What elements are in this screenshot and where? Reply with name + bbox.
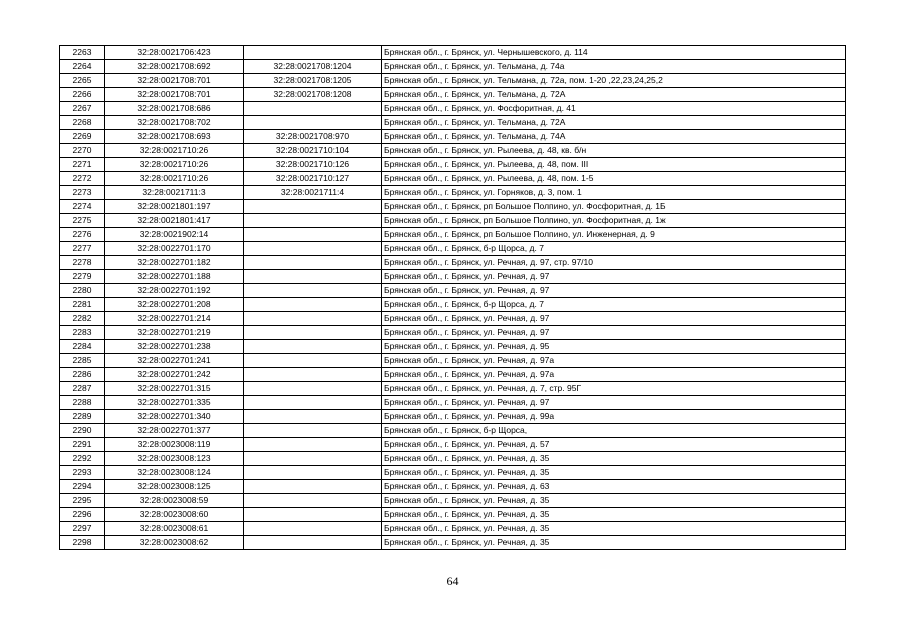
table-row	[60, 466, 846, 480]
row-number-cell: 2271	[60, 158, 105, 172]
row-number-cell: 2277	[60, 242, 105, 256]
row-number-cell: 2282	[60, 312, 105, 326]
table-row	[60, 186, 846, 200]
cadastral-number-cell: 32:28:0021801:417	[105, 214, 244, 228]
cadastral-number-cell: 32:28:0022701:377	[105, 424, 244, 438]
linked-cadastral-number-cell	[244, 214, 382, 228]
row-number-cell: 2292	[60, 452, 105, 466]
cadastral-number-cell: 32:28:0021711:3	[105, 186, 244, 200]
address-cell: Брянская обл., г. Брянск, ул. Речная, д. 63	[382, 480, 846, 494]
table-row	[60, 536, 846, 550]
row-number-cell: 2275	[60, 214, 105, 228]
row-number-cell: 2286	[60, 368, 105, 382]
property-table	[59, 45, 846, 550]
row-number-cell: 2298	[60, 536, 105, 550]
address-cell: Брянская обл., г. Брянск, ул. Речная, д. 35	[382, 536, 846, 550]
table-row	[60, 102, 846, 116]
linked-cadastral-number-cell: 32:28:0021710:104	[244, 144, 382, 158]
cadastral-number-cell: 32:28:0021708:702	[105, 116, 244, 130]
linked-cadastral-number-cell	[244, 424, 382, 438]
table-row	[60, 480, 846, 494]
table-row	[60, 494, 846, 508]
linked-cadastral-number-cell	[244, 102, 382, 116]
address-cell: Брянская обл., г. Брянск, рп Большое Полпино, ул. Инженерная, д. 9	[382, 228, 846, 242]
cadastral-number-cell: 32:28:0022701:238	[105, 340, 244, 354]
cadastral-number-cell: 32:28:0021708:692	[105, 60, 244, 74]
cadastral-number-cell: 32:28:0022701:208	[105, 298, 244, 312]
cadastral-number-cell: 32:28:0023008:125	[105, 480, 244, 494]
linked-cadastral-number-cell	[244, 228, 382, 242]
cadastral-number-cell: 32:28:0022701:241	[105, 354, 244, 368]
address-cell: Брянская обл., г. Брянск, ул. Речная, д. 97	[382, 312, 846, 326]
address-cell: Брянская обл., г. Брянск, ул. Речная, д. 35	[382, 452, 846, 466]
table-row	[60, 452, 846, 466]
row-number-cell: 2291	[60, 438, 105, 452]
address-cell: Брянская обл., г. Брянск, ул. Речная, д. 35	[382, 466, 846, 480]
address-cell: Брянская обл., г. Брянск, ул. Речная, д. 95	[382, 340, 846, 354]
row-number-cell: 2278	[60, 256, 105, 270]
address-cell: Брянская обл., г. Брянск, ул. Рылеева, д. 48, пом. III	[382, 158, 846, 172]
row-number-cell: 2274	[60, 200, 105, 214]
row-number-cell: 2281	[60, 298, 105, 312]
linked-cadastral-number-cell	[244, 438, 382, 452]
cadastral-number-cell: 32:28:0021708:686	[105, 102, 244, 116]
linked-cadastral-number-cell	[244, 256, 382, 270]
linked-cadastral-number-cell: 32:28:0021708:1205	[244, 74, 382, 88]
table-row	[60, 172, 846, 186]
linked-cadastral-number-cell	[244, 494, 382, 508]
row-number-cell: 2288	[60, 396, 105, 410]
address-cell: Брянская обл., г. Брянск, ул. Рылеева, д. 48, пом. 1-5	[382, 172, 846, 186]
address-cell: Брянская обл., г. Брянск, ул. Речная, д. 97	[382, 326, 846, 340]
address-cell: Брянская обл., г. Брянск, ул. Речная, д. 35	[382, 508, 846, 522]
table-row	[60, 130, 846, 144]
address-cell: Брянская обл., г. Брянск, ул. Речная, д. 57	[382, 438, 846, 452]
row-number-cell: 2285	[60, 354, 105, 368]
cadastral-number-cell: 32:28:0021710:26	[105, 158, 244, 172]
address-cell: Брянская обл., г. Брянск, ул. Речная, д. 99а	[382, 410, 846, 424]
address-cell: Брянская обл., г. Брянск, б-р Щорса,	[382, 424, 846, 438]
address-cell: Брянская обл., г. Брянск, ул. Речная, д. 97, стр. 97/10	[382, 256, 846, 270]
table-row	[60, 298, 846, 312]
linked-cadastral-number-cell	[244, 368, 382, 382]
row-number-cell: 2273	[60, 186, 105, 200]
row-number-cell: 2264	[60, 60, 105, 74]
table-row	[60, 396, 846, 410]
table-row	[60, 256, 846, 270]
cadastral-number-cell: 32:28:0021706:423	[105, 46, 244, 60]
cadastral-number-cell: 32:28:0022701:170	[105, 242, 244, 256]
cadastral-number-cell: 32:28:0023008:59	[105, 494, 244, 508]
cadastral-number-cell: 32:28:0021708:701	[105, 74, 244, 88]
row-number-cell: 2280	[60, 284, 105, 298]
row-number-cell: 2265	[60, 74, 105, 88]
table-row	[60, 116, 846, 130]
address-cell: Брянская обл., г. Брянск, ул. Тельмана, д. 72а, пом. 1-20 ,22,23,24,25,2	[382, 74, 846, 88]
linked-cadastral-number-cell	[244, 326, 382, 340]
row-number-cell: 2263	[60, 46, 105, 60]
cadastral-number-cell: 32:28:0023008:119	[105, 438, 244, 452]
linked-cadastral-number-cell	[244, 242, 382, 256]
cadastral-number-cell: 32:28:0023008:124	[105, 466, 244, 480]
cadastral-number-cell: 32:28:0022701:214	[105, 312, 244, 326]
page-number: 64	[446, 574, 459, 588]
linked-cadastral-number-cell	[244, 466, 382, 480]
row-number-cell: 2295	[60, 494, 105, 508]
row-number-cell: 2272	[60, 172, 105, 186]
cadastral-number-cell: 32:28:0023008:60	[105, 508, 244, 522]
table-row	[60, 368, 846, 382]
cadastral-number-cell: 32:28:0021708:693	[105, 130, 244, 144]
linked-cadastral-number-cell	[244, 312, 382, 326]
row-number-cell: 2267	[60, 102, 105, 116]
address-cell: Брянская обл., г. Брянск, ул. Горняков, д. 3, пом. 1	[382, 186, 846, 200]
linked-cadastral-number-cell	[244, 298, 382, 312]
address-cell: Брянская обл., г. Брянск, ул. Речная, д. 97а	[382, 354, 846, 368]
table-row	[60, 158, 846, 172]
address-cell: Брянская обл., г. Брянск, ул. Чернышевского, д. 114	[382, 46, 846, 60]
linked-cadastral-number-cell: 32:28:0021708:1204	[244, 60, 382, 74]
address-cell: Брянская обл., г. Брянск, ул. Тельмана, д. 74А	[382, 130, 846, 144]
row-number-cell: 2296	[60, 508, 105, 522]
table-row	[60, 284, 846, 298]
table-row	[60, 326, 846, 340]
table-row	[60, 312, 846, 326]
cadastral-number-cell: 32:28:0022701:219	[105, 326, 244, 340]
cadastral-number-cell: 32:28:0022701:192	[105, 284, 244, 298]
table-body	[60, 46, 846, 550]
table-row	[60, 200, 846, 214]
table-row	[60, 270, 846, 284]
address-cell: Брянская обл., г. Брянск, ул. Тельмана, д. 72А	[382, 116, 846, 130]
table-row	[60, 354, 846, 368]
table-row	[60, 508, 846, 522]
address-cell: Брянская обл., г. Брянск, ул. Речная, д. 97	[382, 396, 846, 410]
cadastral-number-cell: 32:28:0022701:182	[105, 256, 244, 270]
table-row	[60, 144, 846, 158]
table-row	[60, 438, 846, 452]
row-number-cell: 2289	[60, 410, 105, 424]
address-cell: Брянская обл., г. Брянск, ул. Речная, д. 97	[382, 270, 846, 284]
table-row	[60, 74, 846, 88]
address-cell: Брянская обл., г. Брянск, рп Большое Полпино, ул. Фосфоритная, д. 1Б	[382, 200, 846, 214]
address-cell: Брянская обл., г. Брянск, ул. Речная, д. 35	[382, 522, 846, 536]
table-row	[60, 340, 846, 354]
cadastral-number-cell: 32:28:0022701:335	[105, 396, 244, 410]
cadastral-number-cell: 32:28:0021801:197	[105, 200, 244, 214]
row-number-cell: 2284	[60, 340, 105, 354]
address-cell: Брянская обл., г. Брянск, ул. Тельмана, д. 74а	[382, 60, 846, 74]
address-cell: Брянская обл., г. Брянск, ул. Тельмана, д. 72А	[382, 88, 846, 102]
address-cell: Брянская обл., г. Брянск, рп Большое Полпино, ул. Фосфоритная, д. 1ж	[382, 214, 846, 228]
row-number-cell: 2269	[60, 130, 105, 144]
row-number-cell: 2287	[60, 382, 105, 396]
table-row	[60, 242, 846, 256]
linked-cadastral-number-cell: 32:28:0021708:970	[244, 130, 382, 144]
linked-cadastral-number-cell	[244, 536, 382, 550]
linked-cadastral-number-cell	[244, 522, 382, 536]
address-cell: Брянская обл., г. Брянск, ул. Речная, д. 97а	[382, 368, 846, 382]
address-cell: Брянская обл., г. Брянск, б-р Щорса, д. 7	[382, 298, 846, 312]
row-number-cell: 2266	[60, 88, 105, 102]
table-row	[60, 382, 846, 396]
cadastral-number-cell: 32:28:0022701:315	[105, 382, 244, 396]
cadastral-number-cell: 32:28:0023008:61	[105, 522, 244, 536]
linked-cadastral-number-cell	[244, 410, 382, 424]
linked-cadastral-number-cell	[244, 480, 382, 494]
cadastral-number-cell: 32:28:0022701:242	[105, 368, 244, 382]
linked-cadastral-number-cell	[244, 508, 382, 522]
address-cell: Брянская обл., г. Брянск, б-р Щорса, д. 7	[382, 242, 846, 256]
address-cell: Брянская обл., г. Брянск, ул. Речная, д. 35	[382, 494, 846, 508]
row-number-cell: 2279	[60, 270, 105, 284]
linked-cadastral-number-cell	[244, 354, 382, 368]
row-number-cell: 2276	[60, 228, 105, 242]
linked-cadastral-number-cell	[244, 452, 382, 466]
cadastral-number-cell: 32:28:0022701:188	[105, 270, 244, 284]
row-number-cell: 2268	[60, 116, 105, 130]
linked-cadastral-number-cell	[244, 46, 382, 60]
row-number-cell: 2294	[60, 480, 105, 494]
table-row	[60, 228, 846, 242]
table-row	[60, 214, 846, 228]
table-row	[60, 522, 846, 536]
cadastral-number-cell: 32:28:0021710:26	[105, 144, 244, 158]
linked-cadastral-number-cell	[244, 382, 382, 396]
linked-cadastral-number-cell	[244, 396, 382, 410]
linked-cadastral-number-cell	[244, 270, 382, 284]
linked-cadastral-number-cell	[244, 200, 382, 214]
cadastral-number-cell: 32:28:0021708:701	[105, 88, 244, 102]
address-cell: Брянская обл., г. Брянск, ул. Речная, д. 7, стр. 95Г	[382, 382, 846, 396]
linked-cadastral-number-cell	[244, 340, 382, 354]
table-row	[60, 88, 846, 102]
table-row	[60, 410, 846, 424]
address-cell: Брянская обл., г. Брянск, ул. Рылеева, д. 48, кв. б/н	[382, 144, 846, 158]
cadastral-number-cell: 32:28:0021710:26	[105, 172, 244, 186]
cadastral-number-cell: 32:28:0021902:14	[105, 228, 244, 242]
linked-cadastral-number-cell	[244, 284, 382, 298]
cadastral-number-cell: 32:28:0023008:123	[105, 452, 244, 466]
table-row	[60, 424, 846, 438]
address-cell: Брянская обл., г. Брянск, ул. Фосфоритная, д. 41	[382, 102, 846, 116]
row-number-cell: 2283	[60, 326, 105, 340]
row-number-cell: 2297	[60, 522, 105, 536]
row-number-cell: 2270	[60, 144, 105, 158]
address-cell: Брянская обл., г. Брянск, ул. Речная, д. 97	[382, 284, 846, 298]
linked-cadastral-number-cell: 32:28:0021710:127	[244, 172, 382, 186]
row-number-cell: 2293	[60, 466, 105, 480]
linked-cadastral-number-cell	[244, 116, 382, 130]
linked-cadastral-number-cell: 32:28:0021710:126	[244, 158, 382, 172]
row-number-cell: 2290	[60, 424, 105, 438]
linked-cadastral-number-cell: 32:28:0021708:1208	[244, 88, 382, 102]
linked-cadastral-number-cell: 32:28:0021711:4	[244, 186, 382, 200]
cadastral-number-cell: 32:28:0022701:340	[105, 410, 244, 424]
cadastral-number-cell: 32:28:0023008:62	[105, 536, 244, 550]
table-row	[60, 46, 846, 60]
table-row	[60, 60, 846, 74]
